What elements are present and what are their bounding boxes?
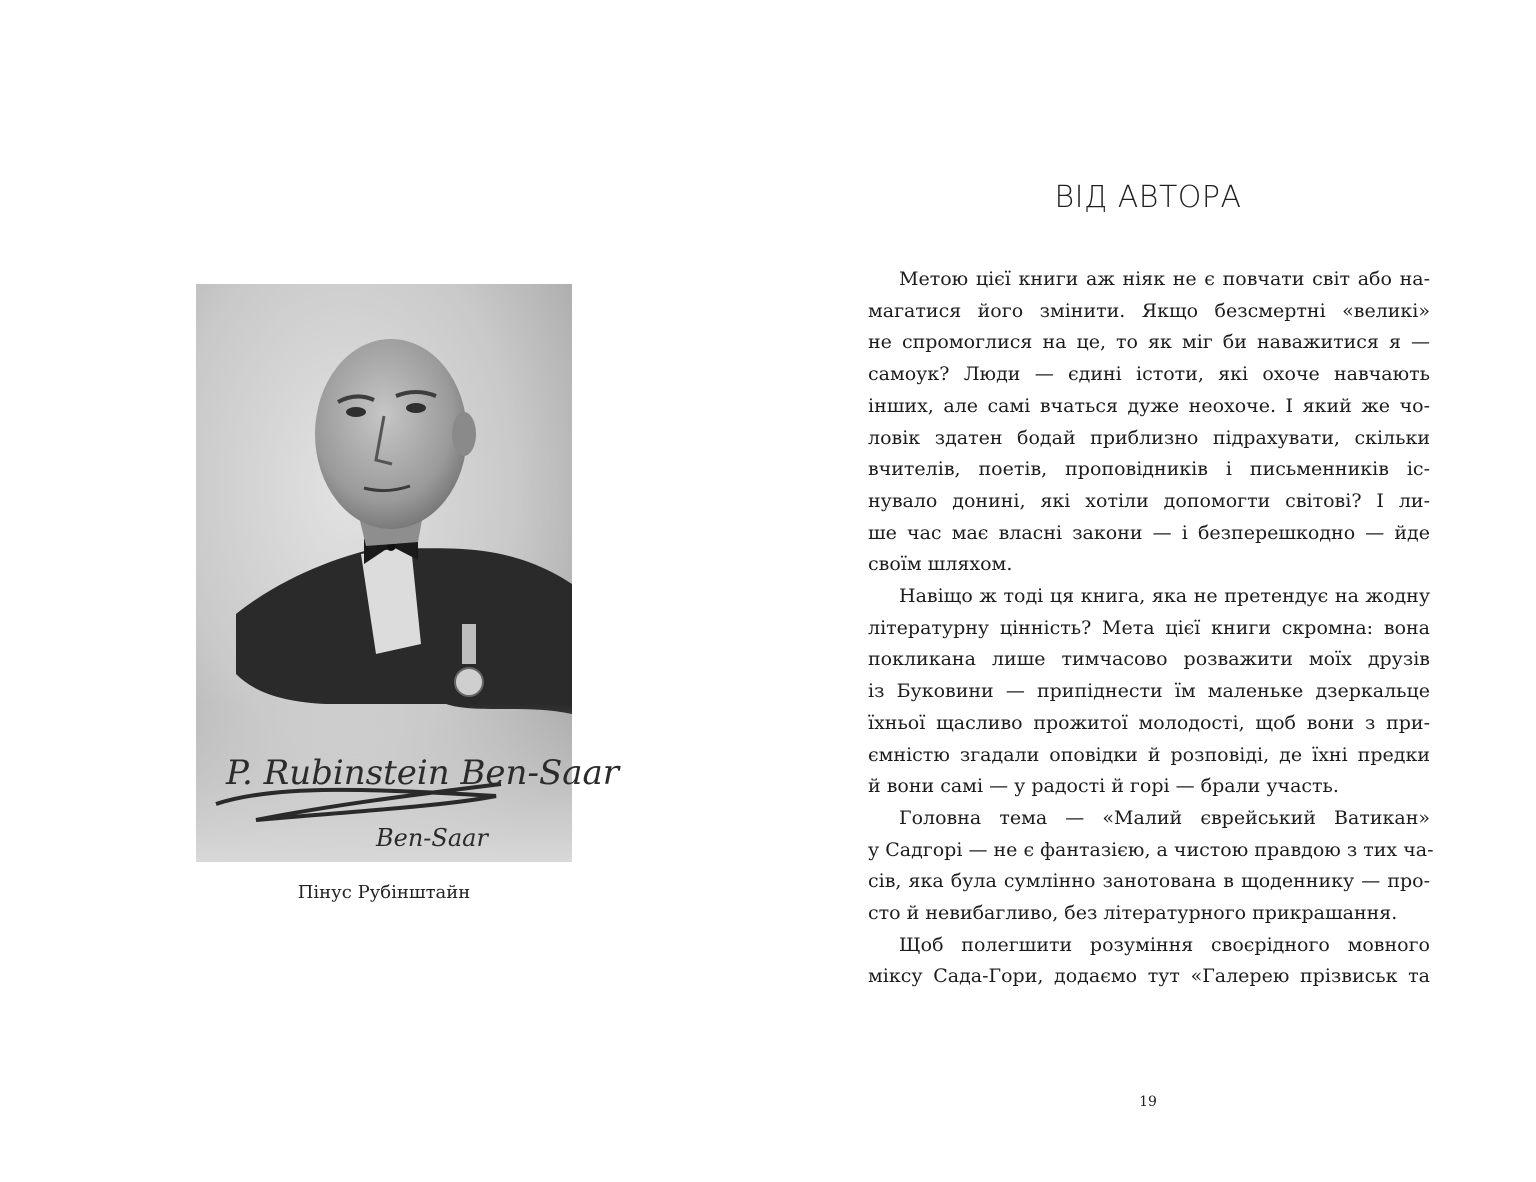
paragraph-line: у Садгорі — не є фантазією, а чистою правдою з тих ча-: [868, 838, 1434, 861]
signature-text: P. Rubinstein Ben-Saar: [226, 753, 620, 793]
page-number: 19: [1139, 1094, 1157, 1110]
paragraph-line: сів, яка була сумлінно занотована в щоденнику — про-: [868, 870, 1430, 893]
paragraph-line: Метою цієї книги аж ніяк не є повчати світ або на-: [899, 268, 1430, 290]
paragraph-line: магатися його змінити. Якщо безсмертні «великі»: [868, 299, 1430, 322]
photo-caption: Пінус Рубінштайн: [297, 882, 471, 903]
paragraph-line: міксу Сада-Гори, додаємо тут «Галерею прізвиськ та: [868, 965, 1430, 988]
paragraph-line: не спромоглися на це, то як міг би наважитися я —: [868, 331, 1430, 354]
paragraph-line: своїм шляхом.: [868, 553, 1013, 576]
paragraph-line: покликана лише тимчасово розважити моїх друзів: [868, 648, 1430, 671]
paragraph-line: ємністю згадали оповідки й розповіді, де їхні предки: [868, 743, 1430, 766]
paragraph-line: інших, але самі вчаться дуже неохоче. І який же чо-: [868, 394, 1430, 417]
svg-text:Ben-Saar: Ben-Saar: [376, 824, 488, 852]
right-page: [768, 0, 1536, 1182]
paragraph-line: із Буковини — припіднести їм маленьке дзеркальце: [868, 680, 1430, 703]
paragraph-line: й вони самі — у радості й горі — брали участь.: [868, 775, 1339, 798]
paragraph-line: вчителів, поетів, проповідників і письменників іс-: [868, 458, 1430, 481]
paragraph-line: Навіщо ж тоді ця книга, яка не претендує на жодну: [899, 585, 1430, 608]
paragraph-line: самоук? Люди — єдині істоти, які охоче навчають: [868, 363, 1430, 386]
paragraph-line: їхньої щасливо прожитої молодості, щоб вони з при-: [868, 711, 1430, 734]
paragraph-line: ше час має власні закони — і безперешкодно — йде: [868, 521, 1430, 544]
paragraph-line: нувало донині, які хотіли допомогти світові? І ли-: [868, 489, 1430, 512]
paragraph-line: ловік здатен бодай приблизно підрахувати, скільки: [868, 426, 1430, 449]
body-text: [868, 264, 1434, 993]
portrait-photo: [196, 284, 620, 862]
paragraph-line: сто й невибагливо, без літературного прикрашання.: [868, 902, 1398, 925]
paragraph-line: Головна тема — «Малий єврейський Ватикан»: [899, 806, 1430, 829]
paragraph-line: літературну цінність? Мета цієї книги скромна: вона: [868, 616, 1430, 639]
paragraph-line: Щоб полегшити розуміння своєрідного мовного: [899, 933, 1430, 956]
chapter-title: ВІД АВТОРА: [1054, 180, 1242, 215]
